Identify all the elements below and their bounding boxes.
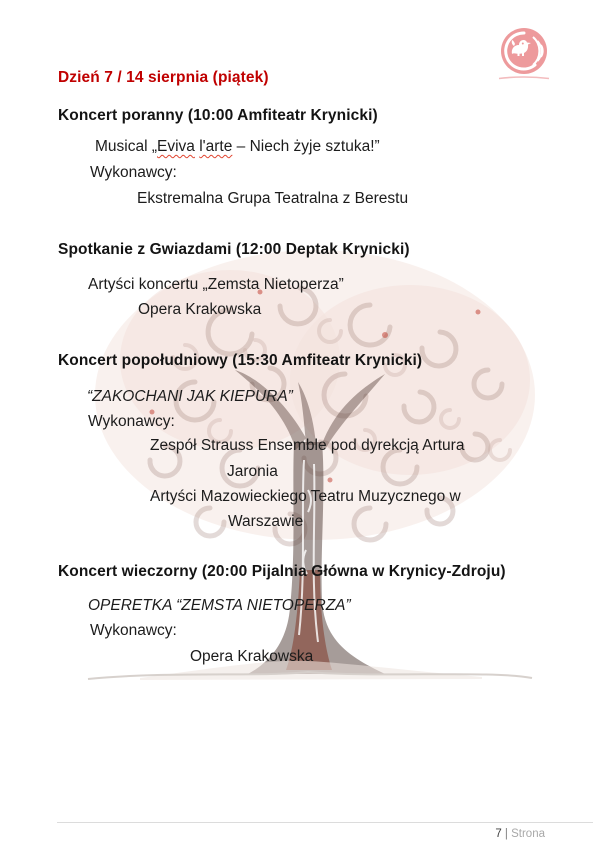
event-title-musical xyxy=(95,138,380,156)
festival-logo-icon xyxy=(498,26,550,82)
event-title-prefix: Musical „ xyxy=(95,138,158,155)
performer-name-continued: Warszawie xyxy=(228,513,304,530)
page-footer xyxy=(495,828,545,840)
performers-label: Wykonawcy: xyxy=(90,622,177,639)
event-title-suffix: – Niech żyje sztuka!” xyxy=(232,138,380,155)
performer-name-continued: Jaronia xyxy=(227,463,278,480)
footer-separator: | xyxy=(501,828,512,840)
section-heading-evening-concert: Koncert wieczorny (20:00 Pijalnia Główna w Krynicy-Zdroju) xyxy=(58,563,506,580)
performers-label: Wykonawcy: xyxy=(88,413,175,430)
section-heading-afternoon-concert: Koncert popołudniowy (15:30 Amfiteatr Krynicki) xyxy=(58,352,423,369)
page-number: 7 xyxy=(495,828,502,840)
performer-name: Opera Krakowska xyxy=(138,301,262,318)
footer-divider xyxy=(57,822,593,823)
performer-name: Opera Krakowska xyxy=(190,648,314,665)
performer-group: Artyści koncertu „Zemsta Nietoperza” xyxy=(88,276,344,293)
performer-name: Zespół Strauss Ensemble pod dyrekcją Artura xyxy=(150,437,465,454)
performer-name: Ekstremalna Grupa Teatralna z Berestu xyxy=(137,190,409,207)
misspelled-word: Eviva xyxy=(157,138,195,155)
section-heading-morning-concert: Koncert poranny (10:00 Amfiteatr Krynicki) xyxy=(58,107,378,124)
page-label: Strona xyxy=(511,828,545,840)
misspelled-word: l'arte xyxy=(199,138,233,155)
event-title-operetka: OPERETKA “ZEMSTA NIETOPERZA” xyxy=(88,597,351,614)
event-title-zakochani: “ZAKOCHANI JAK KIEPURA” xyxy=(87,388,293,405)
performer-name: Artyści Mazowieckiego Teatru Muzycznego w xyxy=(150,488,461,505)
day-heading: Dzień 7 / 14 sierpnia (piątek) xyxy=(58,69,269,86)
section-heading-meeting-stars: Spotkanie z Gwiazdami (12:00 Deptak Krynicki) xyxy=(58,241,410,258)
performers-label: Wykonawcy: xyxy=(90,164,177,181)
